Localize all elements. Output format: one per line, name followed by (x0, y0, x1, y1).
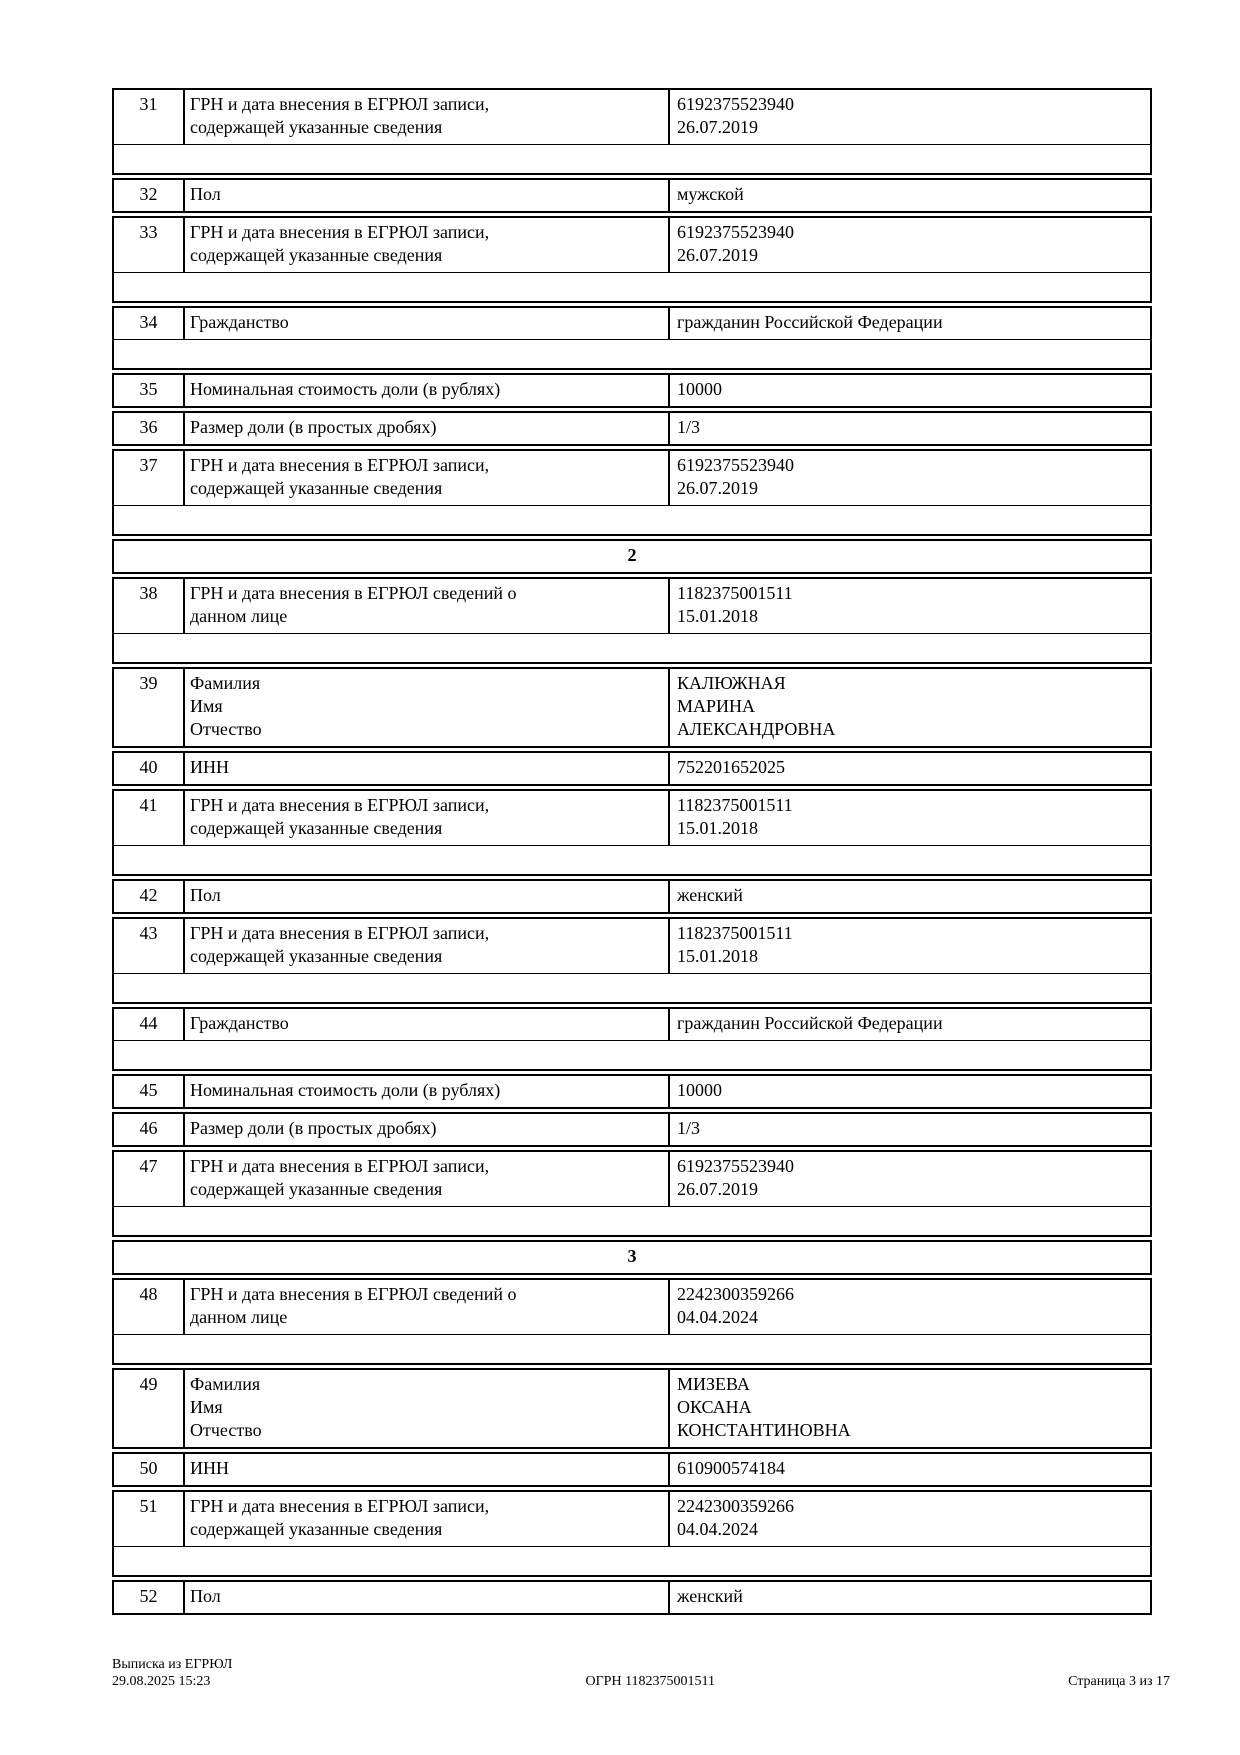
row-label-cell: Гражданство (185, 1009, 670, 1040)
row-number-cell: 50 (114, 1454, 185, 1485)
footer-datetime: 29.08.2025 15:23 (112, 1674, 211, 1689)
attribute-block (112, 1368, 1152, 1449)
attribute-block (112, 449, 1152, 536)
row-number-cell: 36 (114, 413, 185, 444)
attribute-block (112, 178, 1152, 213)
row-number-cell: 46 (114, 1114, 185, 1145)
table-row (114, 1370, 1150, 1447)
row-label-cell: ИНН (185, 1454, 670, 1485)
row-label-cell: Пол (185, 1582, 670, 1613)
page-footer (112, 1656, 1170, 1690)
attribute-block (112, 1007, 1152, 1071)
row-label-cell: ГРН и дата внесения в ЕГРЮЛ записи, содержащей указанные сведения (185, 218, 670, 272)
attribute-block (112, 789, 1152, 876)
attribute-block (112, 1112, 1152, 1147)
table-row (114, 308, 1150, 339)
attribute-block (112, 1074, 1152, 1109)
attribute-block (112, 1278, 1152, 1365)
table-row (114, 375, 1150, 406)
row-label-cell: Номинальная стоимость доли (в рублях) (185, 375, 670, 406)
table-row (114, 180, 1150, 211)
spacer-row (114, 1206, 1150, 1235)
attribute-block (112, 577, 1152, 664)
table-row (114, 413, 1150, 444)
row-label-cell: ГРН и дата внесения в ЕГРЮЛ записи, содержащей указанные сведения (185, 1492, 670, 1546)
attribute-block (112, 667, 1152, 748)
row-number-cell: 39 (114, 669, 185, 746)
attribute-block (112, 216, 1152, 303)
table-row (114, 1280, 1150, 1334)
row-number-cell: 35 (114, 375, 185, 406)
row-number-cell: 33 (114, 218, 185, 272)
table-row (114, 1114, 1150, 1145)
row-value-cell: гражданин Российской Федерации (677, 312, 943, 332)
row-number-cell: 40 (114, 753, 185, 784)
table-row (114, 1076, 1150, 1107)
spacer-row (114, 1546, 1150, 1575)
row-label-cell: Размер доли (в простых дробях) (185, 413, 670, 444)
spacer-row (114, 1334, 1150, 1363)
row-number-cell: 51 (114, 1492, 185, 1546)
attribute-block (112, 1580, 1152, 1615)
row-value-cell: 752201652025 (677, 757, 785, 777)
row-label-cell: ГРН и дата внесения в ЕГРЮЛ записи, содержащей указанные сведения (185, 1152, 670, 1206)
footer-page-number: Страница 3 из 17 (1068, 1674, 1170, 1689)
row-number-cell: 43 (114, 919, 185, 973)
row-number-cell: 37 (114, 451, 185, 505)
attribute-block (112, 751, 1152, 786)
spacer-row (114, 505, 1150, 534)
table-row (114, 1009, 1150, 1040)
section-number-block (112, 1240, 1152, 1275)
row-number-cell: 31 (114, 90, 185, 144)
table-row (114, 919, 1150, 973)
row-label-cell: Пол (185, 180, 670, 211)
table-row (114, 218, 1150, 272)
spacer-row (114, 633, 1150, 662)
row-number-cell: 38 (114, 579, 185, 633)
row-number-cell: 41 (114, 791, 185, 845)
row-value-cell: 2242300359266 04.04.2024 (677, 1284, 794, 1327)
row-value-cell: 6192375523940 26.07.2019 (677, 94, 794, 137)
spacer-row (114, 144, 1150, 173)
section-number-block (112, 539, 1152, 574)
row-label-cell: Пол (185, 881, 670, 912)
row-value-cell: женский (677, 1586, 743, 1606)
row-number-cell: 32 (114, 180, 185, 211)
row-value-cell: 6192375523940 26.07.2019 (677, 222, 794, 265)
spacer-row (114, 845, 1150, 874)
row-label-cell: ГРН и дата внесения в ЕГРЮЛ сведений о данном лице (185, 579, 670, 633)
attribute-block (112, 1452, 1152, 1487)
row-label-cell: ГРН и дата внесения в ЕГРЮЛ записи, содержащей указанные сведения (185, 791, 670, 845)
row-label-cell: ГРН и дата внесения в ЕГРЮЛ записи, содержащей указанные сведения (185, 919, 670, 973)
row-label-cell: ГРН и дата внесения в ЕГРЮЛ записи, содержащей указанные сведения (185, 451, 670, 505)
spacer-row (114, 1040, 1150, 1069)
row-label-cell: Фамилия Имя Отчество (185, 1370, 670, 1447)
row-number-cell: 45 (114, 1076, 185, 1107)
row-label-cell: ГРН и дата внесения в ЕГРЮЛ записи, содержащей указанные сведения (185, 90, 670, 144)
row-label-cell: Размер доли (в простых дробях) (185, 1114, 670, 1145)
attribute-block (112, 879, 1152, 914)
table-row (114, 1582, 1150, 1613)
row-label-cell: Номинальная стоимость доли (в рублях) (185, 1076, 670, 1107)
table-row (114, 1454, 1150, 1485)
row-value-cell: КАЛЮЖНАЯ МАРИНА АЛЕКСАНДРОВНА (677, 673, 836, 739)
footer-ogrn: ОГРН 1182375001511 (585, 1674, 716, 1689)
row-number-cell: 44 (114, 1009, 185, 1040)
row-value-cell: 1182375001511 15.01.2018 (677, 583, 793, 626)
row-number-cell: 42 (114, 881, 185, 912)
table-row (114, 881, 1150, 912)
footer-doc-type: Выписка из ЕГРЮЛ (112, 1657, 233, 1672)
row-value-cell: мужской (677, 184, 744, 204)
row-value-cell: 10000 (677, 379, 722, 399)
row-number-cell: 52 (114, 1582, 185, 1613)
row-value-cell: 10000 (677, 1080, 722, 1100)
row-value-cell: 6192375523940 26.07.2019 (677, 1156, 794, 1199)
row-number-cell: 49 (114, 1370, 185, 1447)
attribute-block (112, 1150, 1152, 1237)
spacer-row (114, 339, 1150, 368)
table-row (114, 753, 1150, 784)
attribute-block (112, 88, 1152, 175)
row-label-cell: Гражданство (185, 308, 670, 339)
row-value-cell: 2242300359266 04.04.2024 (677, 1496, 794, 1539)
row-value-cell: 6192375523940 26.07.2019 (677, 455, 794, 498)
section-number-row: 3 (627, 1246, 637, 1266)
table-row (114, 1152, 1150, 1206)
row-value-cell: 1182375001511 15.01.2018 (677, 795, 793, 838)
row-value-cell: 610900574184 (677, 1458, 785, 1478)
attribute-block (112, 306, 1152, 370)
spacer-row (114, 973, 1150, 1002)
row-label-cell: ГРН и дата внесения в ЕГРЮЛ сведений о данном лице (185, 1280, 670, 1334)
row-number-cell: 47 (114, 1152, 185, 1206)
row-value-cell: 1/3 (677, 417, 701, 437)
row-value-cell: гражданин Российской Федерации (677, 1013, 943, 1033)
attribute-block (112, 917, 1152, 1004)
row-value-cell: 1182375001511 15.01.2018 (677, 923, 793, 966)
row-number-cell: 48 (114, 1280, 185, 1334)
attribute-block (112, 411, 1152, 446)
row-label-cell: Фамилия Имя Отчество (185, 669, 670, 746)
row-value-cell: женский (677, 885, 743, 905)
table-row (114, 451, 1150, 505)
spacer-row (114, 272, 1150, 301)
table-row (114, 90, 1150, 144)
footer-left-block (112, 1656, 232, 1690)
table-row (114, 1492, 1150, 1546)
table-row (114, 669, 1150, 746)
attribute-block (112, 373, 1152, 408)
row-value-cell: 1/3 (677, 1118, 701, 1138)
row-value-cell: МИЗЕВА ОКСАНА КОНСТАНТИНОВНА (677, 1374, 851, 1440)
section-number-row: 2 (627, 545, 637, 565)
egrul-table (112, 88, 1152, 1618)
table-row (114, 791, 1150, 845)
table-row (114, 579, 1150, 633)
attribute-block (112, 1490, 1152, 1577)
row-label-cell: ИНН (185, 753, 670, 784)
row-number-cell: 34 (114, 308, 185, 339)
